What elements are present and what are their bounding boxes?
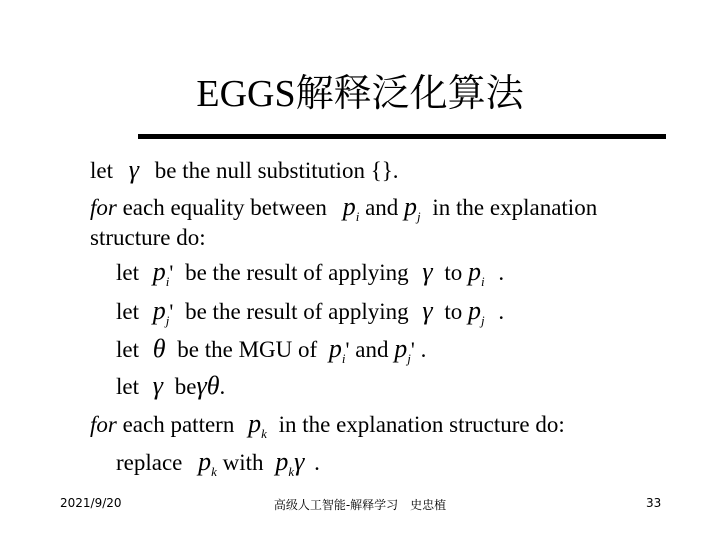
to-text: to	[444, 299, 463, 324]
line-for-each-pattern	[90, 410, 565, 442]
let-keyword: let	[116, 260, 139, 285]
line-text: each pattern	[122, 412, 235, 437]
gamma-symbol: γ	[422, 296, 433, 325]
line-text: be the MGU of	[177, 337, 318, 362]
line-let-theta-mgu	[116, 335, 426, 367]
gamma-symbol: γ	[152, 371, 163, 400]
and-text: and	[365, 195, 399, 220]
line-replace	[116, 448, 320, 480]
line-for-each-equality	[90, 193, 597, 225]
line-let-gamma-be	[116, 372, 225, 401]
replace-text: replace	[116, 450, 183, 475]
title-divider	[138, 134, 666, 139]
line-let-pj-prime	[116, 297, 504, 329]
period: .	[314, 450, 320, 475]
line-let-pi-prime	[116, 258, 504, 290]
period: .	[219, 374, 226, 399]
to-text: to	[444, 260, 463, 285]
let-keyword: let	[116, 299, 139, 324]
line-text: be the result of applying	[185, 299, 409, 324]
line-null-substitution	[90, 156, 399, 185]
theta-symbol: θ	[152, 334, 166, 363]
line-structure-do: structure do:	[90, 225, 206, 250]
let-keyword: let	[116, 337, 139, 362]
p-j-symbol: $p_j$	[468, 296, 485, 328]
p-j-symbol: $p_j$	[404, 192, 421, 224]
slide-title: EGGS解释泛化算法	[196, 73, 524, 115]
gamma-symbol: γ	[128, 155, 139, 184]
p-i-prime-symbol: $p_i'$	[328, 334, 350, 366]
period: .	[498, 260, 505, 285]
p-k-symbol: $p_k$	[248, 409, 267, 441]
line-text: in the explanation	[432, 195, 598, 220]
p-i-symbol: $p_i$	[468, 257, 485, 289]
p-i-prime-symbol: $p_i'$	[152, 257, 174, 289]
with-text: with	[222, 450, 264, 475]
for-keyword: for	[90, 195, 117, 220]
let-keyword: let	[90, 158, 113, 183]
for-keyword: for	[90, 412, 117, 437]
be-text: be	[174, 374, 197, 399]
footer-date: 2021/9/20	[60, 496, 122, 510]
line-text: in the explanation structure do:	[278, 412, 565, 437]
p-k-symbol: $p_k$	[198, 447, 217, 479]
p-k-gamma-symbol: $p_k\gamma$	[275, 447, 305, 479]
line-text: each equality between	[122, 195, 327, 220]
period: .	[420, 337, 427, 362]
footer-course-author: 高级人工智能-解释学习 史忠植	[273, 498, 447, 512]
gamma-theta-symbol: γθ	[196, 371, 220, 400]
period: .	[498, 299, 505, 324]
gamma-symbol: γ	[422, 257, 433, 286]
line-text: be the null substitution {}.	[154, 158, 399, 183]
line-text: be the result of applying	[185, 260, 409, 285]
p-j-prime-symbol: $p_j'$	[394, 334, 415, 366]
footer-page-number: 33	[646, 496, 662, 510]
p-j-prime-symbol: $p_j'$	[152, 296, 174, 328]
and-text: and	[355, 337, 389, 362]
let-keyword: let	[116, 374, 139, 399]
p-i-symbol: $p_i$	[342, 192, 360, 224]
